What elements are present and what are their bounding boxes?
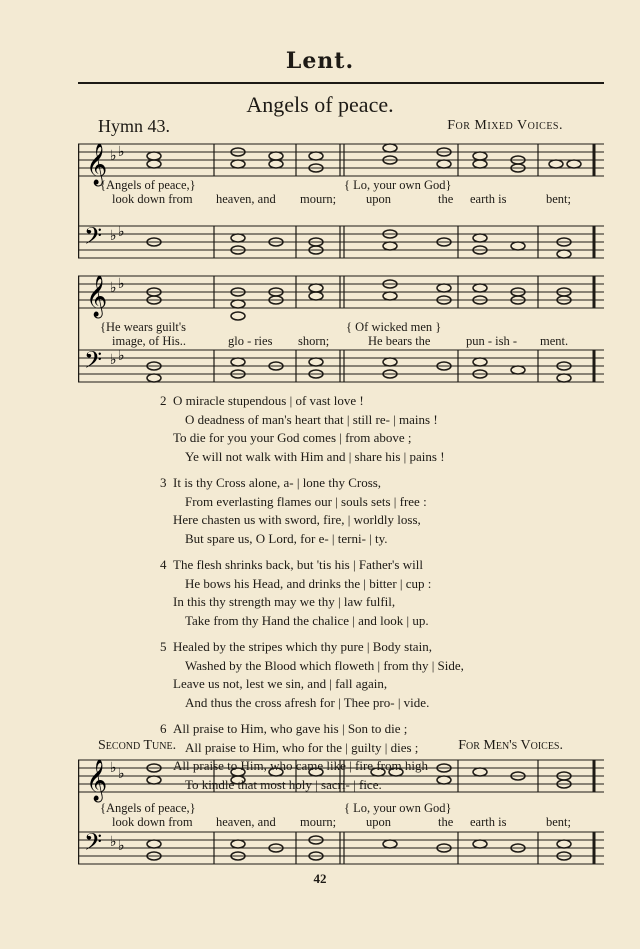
verse-number: 3 xyxy=(160,475,167,490)
verse-2 xyxy=(160,392,590,466)
verse-line: All praise to Him, who came like | fire from high xyxy=(173,758,428,773)
note-heads xyxy=(147,144,581,258)
bass-clef-icon: 𝄢 xyxy=(84,222,103,255)
lyric-word: upon xyxy=(366,192,391,206)
flat-sign-icon: ♭ xyxy=(118,144,125,160)
verse-line: O miracle stupendous | of vast love ! xyxy=(173,393,364,408)
lyric-word: the xyxy=(438,192,454,206)
lyric-word: earth is xyxy=(470,815,507,829)
verse-line: He bows his Head, and drinks the | bitter | cup : xyxy=(185,575,432,591)
lyric-line-3b: { Lo, your own God} xyxy=(344,801,452,815)
second-tune-label: Second Tune. xyxy=(98,738,177,753)
verse-line: Washed by the Blood which floweth | from thy | Side, xyxy=(185,657,464,673)
verse-line: To die for you your God comes | from above ; xyxy=(173,430,412,445)
verse-line: Take from thy Hand the chalice | and look | up. xyxy=(185,612,429,628)
lyric-line-1a: {Angels of peace,} xyxy=(100,178,196,192)
lyric-word: bent; xyxy=(546,192,571,206)
flat-sign-icon: ♭ xyxy=(110,228,117,244)
flat-sign-icon: ♭ xyxy=(110,834,117,850)
lyric-word: earth is xyxy=(470,192,507,206)
page-header: Lent. xyxy=(285,48,355,74)
lyric-word: image, of His.. xyxy=(112,334,186,348)
second-voices-label: For Men's Voices. xyxy=(458,738,563,753)
lyric-word: pun - ish - xyxy=(466,334,518,348)
verse-line: But spare us, O Lord, for e- | terni- | ty. xyxy=(185,530,388,546)
hymn-number: Hymn 43. xyxy=(98,116,170,136)
header-rule xyxy=(78,82,604,84)
lyric-word: the xyxy=(438,815,454,829)
verse-line: And thus the cross afresh for | Thee pro- | vide. xyxy=(185,694,430,710)
flat-sign-icon: ♭ xyxy=(118,348,125,364)
lyric-word: glo - ries xyxy=(228,334,273,348)
verse-line: O deadness of man's heart that | still re- | mains ! xyxy=(185,411,438,427)
verse-line: From everlasting flames our | souls sets | free : xyxy=(185,493,427,509)
flat-sign-icon: ♭ xyxy=(118,838,125,854)
lyric-line-1b: { Lo, your own God} xyxy=(344,178,452,192)
bass-staff xyxy=(78,350,604,382)
flat-sign-icon: ♭ xyxy=(118,766,125,782)
verse-line: Here chasten us with sword, fire, | worldly loss, xyxy=(173,512,421,527)
lyric-word: ment. xyxy=(540,334,569,348)
verse-number: 2 xyxy=(160,393,167,408)
flat-sign-icon: ♭ xyxy=(118,224,125,240)
treble-clef-icon: 𝄞 xyxy=(86,760,108,801)
page-number: 42 xyxy=(313,871,327,886)
verse-number: 5 xyxy=(160,639,167,654)
verse-5 xyxy=(160,638,590,712)
verse-line: It is thy Cross alone, a- | lone thy Cross, xyxy=(173,475,382,490)
voices-label: For Mixed Voices. xyxy=(447,118,563,133)
lyric-word: mourn; xyxy=(300,192,337,206)
verse-3 xyxy=(160,474,590,548)
lyric-word: upon xyxy=(366,815,391,829)
verse-line: The flesh shrinks back, but 'tis his | Father's will xyxy=(173,557,423,572)
lyric-word: mourn; xyxy=(300,815,337,829)
lyric-word: bent; xyxy=(546,815,571,829)
verse-line: In this thy strength may we thy | law fulfil, xyxy=(173,594,396,609)
lyric-word: look down from xyxy=(112,192,193,206)
flat-sign-icon: ♭ xyxy=(110,148,117,164)
verse-line: All praise to Him, who gave his | Son to die ; xyxy=(173,721,408,736)
verse-number: 4 xyxy=(160,557,167,572)
lyric-line-2b: { Of wicked men } xyxy=(346,320,442,334)
bass-clef-icon: 𝄢 xyxy=(84,346,103,379)
lyric-word: He bears the xyxy=(368,334,431,348)
flat-sign-icon: ♭ xyxy=(118,276,125,292)
bass-staff xyxy=(78,226,604,258)
flat-sign-icon: ♭ xyxy=(110,352,117,368)
lyric-word: shorn; xyxy=(298,334,330,348)
treble-clef-icon: 𝄞 xyxy=(86,276,108,317)
flat-sign-icon: ♭ xyxy=(110,760,117,776)
verse-line: To kindle that most holy | sacri- | fice. xyxy=(185,776,382,792)
treble-clef-icon: 𝄞 xyxy=(86,144,108,185)
lyric-word: heaven, and xyxy=(216,815,276,829)
verse-4 xyxy=(160,556,590,630)
hymn-title: Angels of peace. xyxy=(246,92,394,117)
lyric-line-3a: {Angels of peace,} xyxy=(100,801,196,815)
lyric-word: look down from xyxy=(112,815,193,829)
verse-line: Ye will not walk with Him and | share his | pains ! xyxy=(185,448,445,464)
verse-line: All praise to Him, who for the | guilty | dies ; xyxy=(185,739,419,755)
verse-number: 6 xyxy=(160,721,167,736)
lyric-word: heaven, and xyxy=(216,192,276,206)
flat-sign-icon: ♭ xyxy=(110,280,117,296)
verse-line: Healed by the stripes which thy pure | Body stain, xyxy=(173,639,432,654)
bass-clef-icon: 𝄢 xyxy=(84,828,103,861)
lyric-line-2a: {He wears guilt's xyxy=(100,320,187,334)
verse-line: Leave us not, lest we sin, and | fall again, xyxy=(173,676,388,691)
